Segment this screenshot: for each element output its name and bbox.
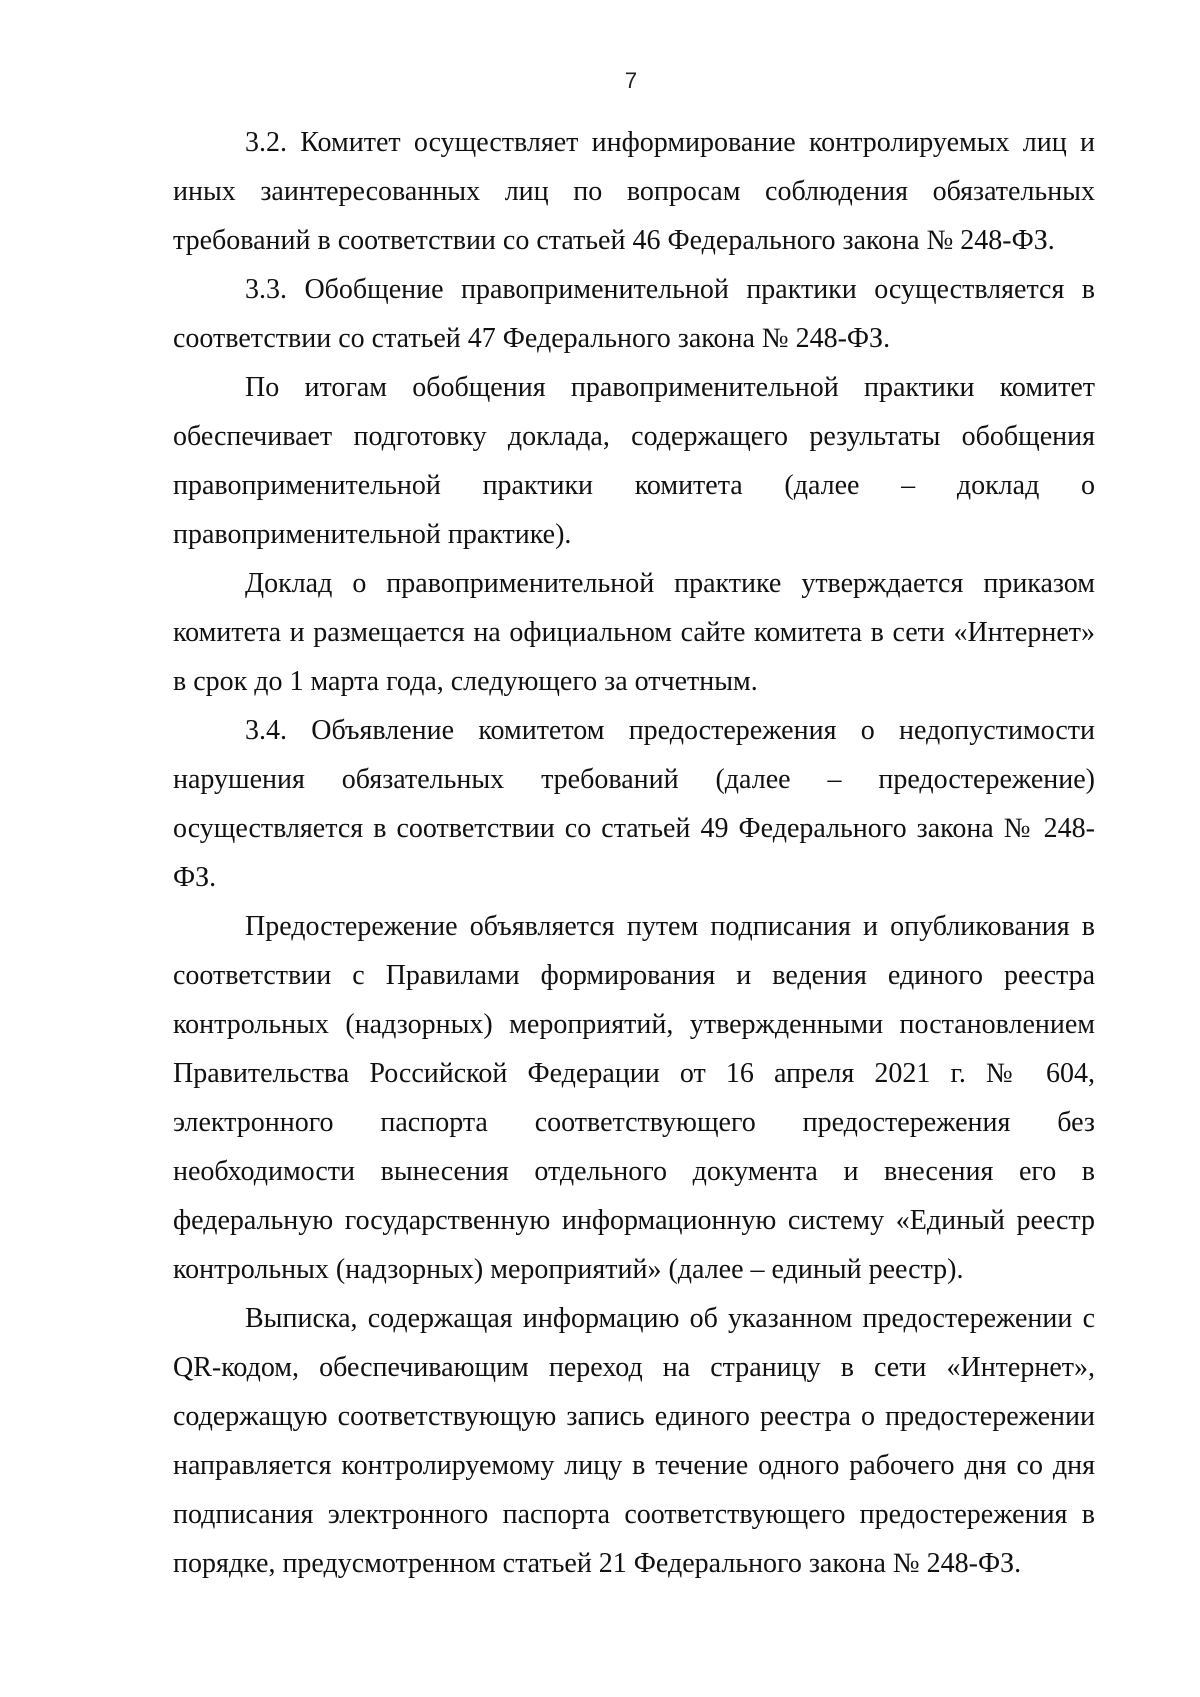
paragraph-3-3: 3.3. Обобщение правоприменительной практики осуществляется в соответствии со статьей 47 Федерального закона № 248-ФЗ. (173, 274, 1095, 354)
paragraph-3-2: 3.2. Комитет осуществляет информирование контролируемых лиц и иных заинтересованных лиц по вопросам соблюдения обязательных требований в соответствии со статьей 46 Федерального закона № 248-ФЗ. (173, 127, 1095, 256)
paragraph-warning-procedure: Предостережение объявляется путем подписания и опубликования в соответствии с Правилами формирования и ведения единого реестра контрольных (надзорных) мероприятий, утвержденными постановлением Правительства Российской Федерации от 16 апреля 2021 г. № 604, электронного паспорта соответствующего предостережения без необходимости вынесения отдельного документа и внесения его в федеральную государственную информационную систему «Единый реестр контрольных (надзорных) мероприятий» (далее – единый реестр). (173, 911, 1095, 1285)
paragraph-report-approval: Доклад о правоприменительной практике утверждается приказом комитета и размещается на официальном сайте комитета в сети «Интернет» в срок до 1 марта года, следующего за отчетным. (173, 568, 1095, 697)
paragraph-extract: Выписка, содержащая информацию об указанном предостережении с QR-кодом, обеспечивающим переход на страницу в сети «Интернет», содержащую соответствующую запись единого реестра о предостережении направляется контролируемому лицу в течение одного рабочего дня со дня подписания электронного паспорта соответствующего предостережения в порядке, предусмотренном статьей 21 Федерального закона № 248-ФЗ. (173, 1303, 1095, 1579)
paragraph-3-4: 3.4. Объявление комитетом предостережения о недопустимости нарушения обязательных требований (далее – предостережение) осуществляется в соответствии со статьей 49 Федерального закона № 248-ФЗ. (173, 715, 1095, 893)
document-body (173, 118, 1095, 1588)
page-number: 7 (624, 68, 638, 93)
paragraph-summary-report: По итогам обобщения правоприменительной практики комитет обеспечивает подготовку доклада, содержащего результаты обобщения правоприменительной практики комитета (далее – доклад о правоприменительной практике). (173, 372, 1095, 550)
